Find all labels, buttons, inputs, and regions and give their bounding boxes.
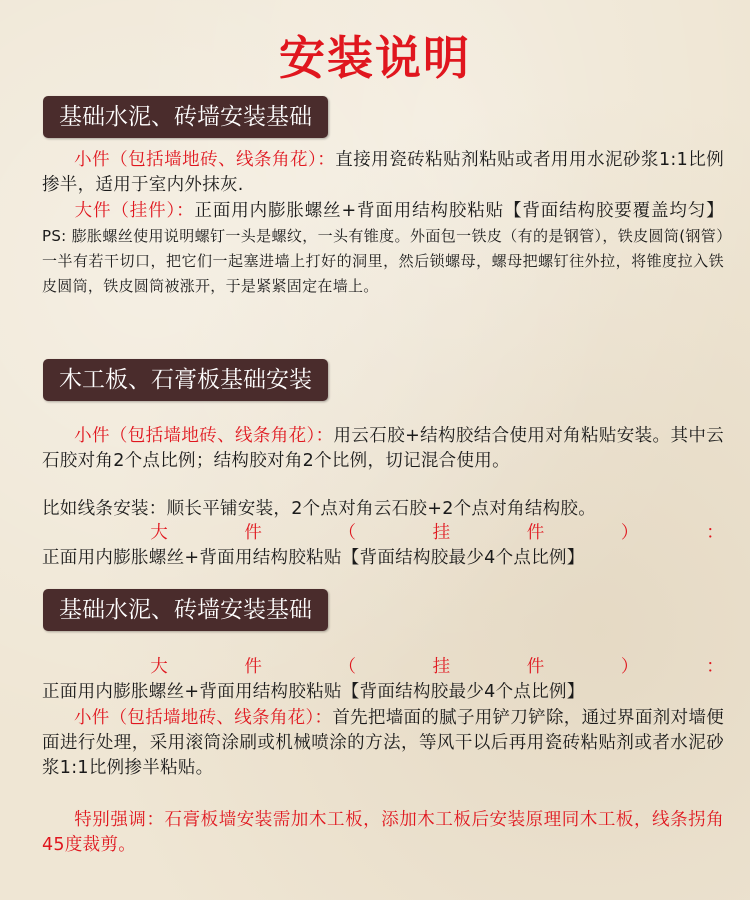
- large-items-label: 大件（挂件）：: [74, 657, 724, 677]
- special-emphasis-note: [42, 808, 724, 858]
- special-emphasis-text-end: 木工板，线条拐角45度裁剪。: [42, 810, 724, 855]
- large-items-label: 大件（挂件）：: [74, 523, 724, 543]
- line-install-text: 比如线条安装：顺长平铺安装，2个点对角云石胶+2个点对角结构胶。: [42, 499, 597, 519]
- expansion-bolt-ps-note: PS: 膨胀螺丝使用说明螺钉一头是螺纹，一头有锥度。外面包一铁皮（有的是钢管），铁皮圆筒(钢管）一半有若干切口，把它们一起塞进墙上打好的洞里，然后锁螺母，螺母把螺钉往外拉，将锥度拉入铁皮圆筒，铁皮圆筒被涨开，于是紧紧固定在墙上。: [42, 227, 724, 295]
- large-items-text: 正面用内膨胀螺丝+背面用结构胶粘贴【背面结构胶最少4个点比例】: [42, 548, 585, 568]
- section2-small-items-paragraph: [42, 424, 724, 474]
- section3-large-items-paragraph: [42, 655, 724, 705]
- small-items-text: 直接用瓷砖粘贴剂粘贴或者用用水泥砂浆1:1比例掺半，适用于室内外抹灰.: [42, 150, 725, 195]
- section2-large-items-paragraph: [42, 521, 724, 571]
- section2-line-install-paragraph: [42, 497, 724, 522]
- page-title: 安装说明: [279, 31, 471, 85]
- small-items-text: 首先把墙面的腻子用铲刀铲除，通过界面剂对墙便面进行处理，采用滚筒涂刷或机械喷涂的方法，等风干以后再用瓷砖粘贴剂或者水泥砂浆1:1比例掺半粘贴。: [42, 708, 724, 778]
- small-items-label: 小件（包括墙地砖、线条角花）：: [74, 708, 333, 728]
- small-items-label: 小件（包括墙地砖、线条角花）：: [74, 150, 336, 170]
- special-emphasis-label: 特别强调：: [74, 810, 165, 830]
- section3-small-items-paragraph: [42, 706, 724, 781]
- special-emphasis-text: 石膏板墙安装需加木工板，添加木工板后安装原理同: [164, 810, 580, 830]
- large-items-label: 大件（挂件）：: [74, 201, 195, 221]
- small-items-text: 用云石胶+结构胶结合使用对角粘贴安装。其中云石胶对角2个点比例；结构胶对角2个比例，切记混合使用。: [42, 426, 725, 471]
- section-heading-cement-brick-2: 基础水泥、砖墙安装基础: [43, 589, 328, 631]
- small-items-label: 小件（包括墙地砖、线条角花）：: [74, 426, 334, 446]
- section1-small-items-paragraph: [42, 148, 724, 198]
- section-heading-wood-gypsum: 木工板、石膏板基础安装: [43, 359, 328, 401]
- section-heading-cement-brick: 基础水泥、砖墙安装基础: [43, 96, 328, 138]
- large-items-text: 正面用内膨胀螺丝+背面用结构胶粘贴【背面结构胶最少4个点比例】: [42, 682, 585, 702]
- section1-large-items-paragraph: [42, 199, 724, 299]
- large-items-text: 正面用内膨胀螺丝+背面用结构胶粘贴【背面结构胶要覆盖均匀】: [194, 201, 724, 221]
